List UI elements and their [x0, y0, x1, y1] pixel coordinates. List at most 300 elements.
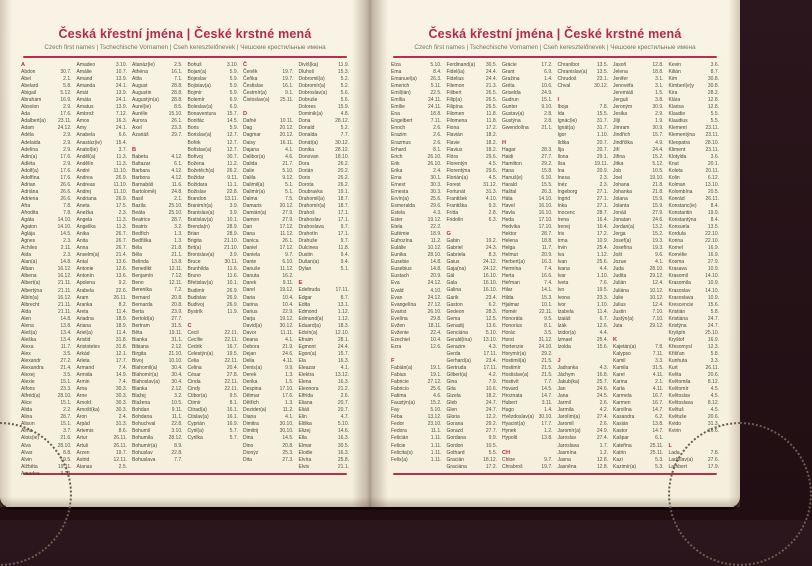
given-name: Dobromil(a): [298, 76, 325, 83]
name-day-date: 13.5.: [596, 62, 608, 68]
name-day-entry: [558, 132, 609, 139]
given-name: Amand: [76, 76, 93, 83]
name-day-date: 13.9.: [115, 90, 127, 97]
name-day-entry: [21, 182, 72, 189]
page-subtitle: Czech first names | Tschechische Vornamen | Cseh keresztelőnevek | Чешские крестильные имена: [414, 44, 696, 51]
given-name: Kvido: [668, 421, 682, 428]
name-day-entry: [299, 266, 350, 273]
given-name: Dalida: [243, 160, 258, 167]
given-name: Albertýna: [21, 287, 43, 294]
given-name: Fabián(a): [391, 365, 413, 371]
given-name: Amát: [76, 90, 89, 97]
name-day-entry: [391, 217, 442, 224]
given-name: Elektra: [298, 372, 315, 379]
name-day-entry: [669, 231, 720, 238]
name-day-date: 3.11.: [541, 400, 553, 407]
name-day-date: 1.10.: [596, 301, 608, 308]
name-day-entry: [669, 62, 720, 69]
name-day-date: 2.5.: [174, 62, 183, 68]
name-day-entry: [299, 140, 350, 147]
given-name: Edgar: [298, 294, 312, 301]
given-name: Hilda: [502, 294, 514, 301]
given-name: Bazila: [132, 202, 146, 209]
name-day-entry: [243, 147, 294, 154]
given-name: Eleonora: [298, 386, 319, 393]
given-name: Bohuchval: [132, 421, 156, 428]
name-day-entry: [391, 344, 442, 351]
name-day-date: 26.11.: [113, 294, 127, 301]
given-name: Čistoslav(a): [243, 97, 270, 104]
name-day-entry: [502, 259, 553, 266]
name-day-entry: [299, 189, 350, 196]
name-day-date: 11.6.: [227, 266, 238, 273]
name-day-date: 12.6.: [596, 322, 608, 329]
name-day-entry: [447, 337, 498, 344]
name-day-entry: [447, 147, 498, 154]
given-name: Bořislav(a): [187, 146, 212, 153]
given-name: Darius: [243, 308, 258, 315]
name-day-date: 3.10.: [171, 428, 183, 435]
name-day-entry: [391, 132, 442, 139]
name-day-date: 7.7.: [174, 456, 183, 463]
name-day-entry: [558, 365, 609, 372]
name-day-entry: [243, 457, 294, 464]
name-day-date: 4.6.: [285, 153, 294, 160]
given-name: Juliána: [613, 287, 629, 294]
given-name: Cyrilka: [187, 435, 203, 442]
footer-rule: [393, 473, 717, 475]
name-day-entry: [669, 273, 720, 280]
name-day-date: 20.9.: [541, 252, 553, 259]
given-name: Aleš(a): [21, 329, 37, 336]
given-name: Ella: [298, 435, 307, 442]
name-day-entry: [299, 316, 350, 323]
name-day-date: 13.10.: [483, 336, 497, 343]
name-day-date: 2.6.: [433, 139, 442, 146]
name-day-date: 17.10.: [538, 224, 553, 231]
name-day-date: 17.7.: [115, 357, 127, 364]
name-day-entry: [77, 302, 128, 309]
name-day-date: 21.5.: [541, 372, 553, 379]
name-day-date: 3.10.: [226, 62, 238, 68]
given-name: Axel: [132, 125, 142, 132]
given-name: Aranka: [76, 301, 93, 308]
name-day-date: 9.2.: [118, 280, 127, 287]
name-day-date: 27.6.: [707, 456, 719, 463]
name-day-entry: [299, 238, 350, 245]
given-name: Cecílie: [187, 336, 203, 343]
name-day-entry: [77, 386, 128, 393]
name-day-entry: [188, 168, 239, 175]
name-day-date: 17.10.: [538, 217, 553, 224]
given-name: Izmael: [557, 336, 573, 343]
given-name: Cindy: [187, 386, 201, 393]
given-name: Augustin: [132, 90, 152, 97]
name-day-date: 19.11.: [57, 463, 72, 470]
name-day-date: 12.10.: [335, 329, 349, 336]
name-day-date: 7.4.: [118, 379, 127, 386]
given-name: Bohdana: [132, 414, 153, 421]
name-day-date: 1.11.: [430, 435, 442, 442]
name-day-entry: [613, 443, 664, 450]
given-name: Fidel(ia): [446, 69, 465, 76]
name-day-entry: [613, 111, 664, 118]
name-day-entry: [21, 273, 72, 280]
name-day-entry: [558, 196, 609, 203]
given-name: Despina: [243, 386, 262, 393]
name-day-date: 16.3.: [337, 449, 349, 456]
name-day-entry: [188, 365, 239, 372]
name-day-entry: [299, 175, 350, 182]
name-day-entry: [188, 69, 239, 76]
given-name: Garik: [446, 294, 459, 301]
name-day-date: 4.3.: [599, 364, 608, 371]
name-day-date: 10.9.: [707, 266, 719, 273]
name-day-entry: [447, 407, 498, 414]
blank-row: [299, 273, 350, 280]
name-day-entry: [558, 435, 609, 442]
name-day-date: 23.3.: [171, 125, 183, 132]
given-name: Dětmar: [243, 393, 260, 400]
name-day-date: 7.8.: [599, 104, 608, 111]
name-day-date: 24.1.: [115, 125, 127, 132]
name-day-date: 16.6.: [707, 428, 719, 435]
given-name: Klementýna: [668, 132, 695, 139]
name-day-entry: [188, 386, 239, 393]
given-name: Bystrík: [187, 308, 203, 315]
name-day-date: 19.1.: [430, 365, 442, 371]
name-day-date: 14.5.: [60, 231, 72, 238]
given-name: Kosma: [668, 259, 685, 266]
name-day-date: 10.4.: [282, 301, 294, 308]
name-day-entry: [243, 414, 294, 421]
name-day-date: 12.7.: [226, 139, 238, 146]
name-day-date: 28.1.: [337, 336, 349, 343]
name-day-date: 21.11.: [57, 301, 72, 308]
name-day-date: 12.2.: [485, 414, 497, 421]
name-day-entry: [447, 125, 498, 132]
given-name: Ena: [391, 111, 400, 118]
given-name: Filomen: [446, 111, 465, 118]
given-name: Iveta: [557, 280, 569, 287]
name-day-entry: [243, 393, 294, 400]
name-day-date: 26.7.: [115, 245, 127, 252]
name-day-date: 4.1.: [655, 259, 664, 266]
given-name: Bolemír: [187, 97, 205, 104]
name-day-date: 13.9.: [115, 104, 127, 111]
given-name: Irvin: [557, 245, 567, 252]
name-day-entry: [132, 280, 183, 287]
given-name: Jadranka: [557, 364, 579, 371]
given-name: Barbora: [132, 174, 150, 181]
given-name: Iboja: [557, 104, 569, 111]
name-day-date: 17.6.: [60, 153, 72, 160]
name-day-date: 4.2.: [599, 407, 608, 414]
name-day-date: 17.5.: [115, 202, 127, 209]
given-name: Heřman: [502, 280, 520, 287]
name-day-entry: [447, 344, 498, 351]
given-name: Genciána: [446, 329, 468, 336]
given-name: Fridolín: [446, 217, 464, 224]
name-column: [447, 62, 498, 471]
name-day-date: 11.6.: [171, 181, 183, 188]
name-day-date: 18.8.: [652, 69, 664, 76]
given-name: Blahomír(a): [132, 372, 159, 379]
name-day-entry: [132, 379, 183, 386]
name-day-date: 9.9.: [285, 365, 294, 371]
name-day-entry: [299, 203, 350, 210]
name-day-date: 20.11.: [705, 167, 719, 174]
name-day-date: 19.12.: [279, 315, 294, 322]
name-day-entry: [132, 76, 183, 83]
given-name: Konstanc(ie): [668, 202, 697, 209]
given-name: Bruce: [187, 259, 201, 266]
name-day-date: 3.2.: [174, 224, 183, 231]
name-day-date: 3.3.: [655, 357, 664, 364]
name-day-entry: [502, 69, 553, 76]
name-day-entry: [558, 189, 609, 196]
name-day-date: 11.3.: [116, 217, 127, 224]
given-name: Branislav(a): [187, 209, 215, 216]
name-day-date: 1.11.: [430, 449, 442, 456]
name-day-entry: [502, 196, 553, 203]
name-day-date: 2.6.: [599, 421, 608, 428]
name-day-entry: [447, 316, 498, 323]
name-day-entry: [613, 435, 664, 442]
given-name: Gracián: [446, 456, 465, 463]
name-day-entry: [391, 189, 442, 196]
name-day-date: 2.9.: [63, 146, 72, 153]
given-name: Fortunát: [446, 188, 466, 195]
name-day-entry: [391, 435, 442, 442]
name-day-date: 22.11.: [224, 357, 238, 364]
name-day-date: 7.11.: [652, 350, 664, 357]
name-day-entry: [558, 111, 609, 118]
given-name: Květuš: [668, 407, 684, 414]
given-name: Hostimír: [502, 365, 521, 371]
name-day-date: 4.1.: [340, 365, 349, 371]
name-day-date: 5.7.: [229, 435, 238, 442]
given-name: Jitka: [613, 160, 624, 167]
name-day-entry: [558, 203, 609, 210]
given-name: Emília: [391, 97, 405, 104]
given-name: Angela: [76, 217, 93, 224]
name-day-entry: [558, 76, 609, 83]
name-day-entry: [132, 428, 183, 435]
name-day-entry: [502, 421, 553, 428]
name-column: [669, 62, 720, 471]
name-day-date: 28.10.: [705, 139, 719, 146]
given-name: Budislav: [187, 294, 207, 301]
name-day-date: 5.10.: [430, 407, 442, 414]
name-day-date: 3.7.: [63, 428, 72, 435]
name-day-entry: [21, 97, 72, 104]
name-day-entry: [132, 358, 183, 365]
name-day-entry: [299, 83, 350, 90]
name-day-entry: [669, 140, 720, 147]
given-name: Arna: [76, 386, 88, 393]
name-day-date: 24.10.: [538, 343, 553, 350]
name-day-entry: [21, 90, 72, 97]
given-name: Ctirad(a): [187, 407, 207, 414]
name-day-date: 4.6.: [433, 393, 442, 400]
name-day-date: 22.11.: [224, 329, 238, 336]
name-day-date: 4.5.: [710, 407, 719, 414]
name-day-entry: [243, 118, 294, 125]
name-day-date: 16.10.: [538, 202, 553, 209]
name-day-entry: [391, 386, 442, 393]
given-name: Herbert(a): [502, 259, 525, 266]
given-name: Jolana: [613, 195, 628, 202]
name-day-date: 1.4.: [544, 407, 553, 414]
name-day-date: 21.6.: [60, 435, 72, 442]
name-day-entry: [21, 464, 72, 471]
name-day-date: 24.9.: [596, 428, 608, 435]
name-day-date: 27.2.: [60, 357, 72, 364]
name-day-date: 24.6.: [652, 217, 664, 224]
name-day-entry: [613, 69, 664, 76]
name-day-entry: [77, 266, 128, 273]
name-day-date: 8.2.: [118, 301, 127, 308]
name-day-date: 30.4.: [171, 372, 183, 379]
given-name: Drahoslava: [298, 224, 324, 231]
name-day-entry: [299, 435, 350, 442]
given-name: Evarist: [391, 308, 407, 315]
given-name: Kornélie: [668, 252, 687, 259]
name-day-entry: [188, 259, 239, 266]
name-day-date: 12.11.: [113, 456, 127, 463]
name-day-date: 26.9.: [226, 294, 238, 301]
name-day-date: 9.7.: [340, 224, 349, 231]
given-name: Horác: [502, 329, 516, 336]
name-day-entry: [188, 203, 239, 210]
name-day-entry: [243, 372, 294, 379]
given-name: Aristoteles: [76, 343, 100, 350]
name-day-entry: [669, 76, 720, 83]
given-name: Gedeon: [446, 308, 465, 315]
name-day-entry: [77, 323, 128, 330]
given-name: Hostivít: [502, 379, 519, 386]
name-day-date: 1.7.: [599, 442, 608, 449]
name-day-date: 26.3.: [541, 188, 553, 195]
name-day-date: 3.5.: [544, 329, 553, 336]
name-day-date: 27.4.: [596, 435, 608, 442]
given-name: Běla: [132, 252, 143, 259]
name-day-entry: [391, 330, 442, 337]
name-day-date: 22.2.: [430, 224, 442, 231]
name-day-entry: [188, 295, 239, 302]
given-name: Anabela: [76, 132, 95, 139]
given-name: Cinda: [187, 379, 201, 386]
name-day-entry: [613, 132, 664, 139]
given-name: Blanka: [132, 386, 148, 393]
name-day-date: 30.3.: [115, 386, 127, 393]
name-day-entry: [21, 189, 72, 196]
name-day-date: 21.7.: [282, 160, 294, 167]
name-day-entry: [299, 330, 350, 337]
name-day-date: 9.12.: [282, 174, 294, 181]
name-day-entry: [77, 421, 128, 428]
name-day-date: 2.9.: [63, 132, 72, 139]
name-day-date: 30.3.: [430, 181, 442, 188]
name-day-date: 18.12.: [483, 456, 497, 463]
given-name: Ivo: [557, 287, 565, 294]
name-day-date: 29.12.: [649, 273, 664, 280]
given-name: Darek: [243, 280, 257, 287]
given-name: Eusebius: [391, 266, 412, 273]
name-day-entry: [502, 358, 553, 365]
page-title: Česká křestní jména | České krstné mená: [428, 27, 682, 41]
name-day-entry: [669, 309, 720, 316]
name-day-date: 27.12.: [427, 379, 442, 386]
name-day-entry: [243, 252, 294, 259]
name-day-date: 12.4.: [652, 280, 664, 287]
name-day-entry: [21, 210, 72, 217]
name-day-entry: [669, 111, 720, 118]
name-day-date: 2.6.: [599, 400, 608, 407]
name-day-date: 21.10.: [224, 238, 238, 245]
given-name: Irena: [557, 217, 569, 224]
given-name: Cyprián: [187, 421, 205, 428]
given-name: Jeremiáš: [613, 90, 634, 97]
name-day-date: 2.6.: [433, 125, 442, 132]
name-day-entry: [558, 280, 609, 287]
name-day-date: 28.2.: [707, 90, 719, 97]
name-day-date: 3.1.: [655, 76, 664, 83]
blank-row: [669, 435, 720, 442]
given-name: Filemon: [446, 83, 465, 90]
name-day-entry: [613, 245, 664, 252]
given-name: Lambert: [668, 463, 687, 470]
given-name: Gorazd: [446, 428, 463, 435]
given-name: Jiljí: [613, 118, 621, 125]
given-name: Gerda: [446, 350, 461, 357]
given-name: Justin: [613, 308, 627, 315]
name-day-date: 10.6.: [541, 83, 553, 90]
name-day-date: 16.1.: [226, 414, 238, 421]
name-day-entry: [502, 182, 553, 189]
name-day-date: 2.3.: [63, 238, 72, 245]
name-day-date: 3.10.: [115, 62, 127, 68]
name-day-date: 14.7.: [652, 407, 664, 414]
name-day-date: 3.5.: [63, 350, 72, 357]
name-day-date: 4.10.: [485, 195, 497, 202]
name-day-entry: [21, 132, 72, 139]
name-day-date: 14.8.: [60, 259, 72, 266]
given-name: Jana: [557, 393, 569, 400]
given-name: Kordula: [668, 231, 686, 238]
name-day-date: 2.12.: [171, 343, 183, 350]
given-name: Božidara: [187, 181, 208, 188]
given-name: Lada: [668, 449, 680, 456]
name-day-date: 11.9.: [338, 62, 349, 68]
name-day-entry: [21, 111, 72, 118]
given-name: Bartoloměj: [132, 188, 156, 195]
given-name: Arleta: [76, 357, 90, 364]
name-day-date: 8.9.: [174, 442, 183, 449]
name-day-date: 6.10.: [541, 174, 553, 181]
name-day-date: 14.5.: [541, 386, 553, 393]
given-name: Dafné: [243, 118, 257, 125]
section-letter: H: [502, 139, 507, 146]
given-name: Beno: [132, 280, 144, 287]
name-day-date: 2.3.: [63, 252, 72, 259]
name-day-date: 19.10.: [649, 174, 664, 181]
given-name: Ferdinand(a): [446, 62, 476, 68]
name-day-entry: [502, 280, 553, 287]
name-day-date: 16.3.: [541, 259, 553, 266]
name-day-entry: [188, 266, 239, 273]
